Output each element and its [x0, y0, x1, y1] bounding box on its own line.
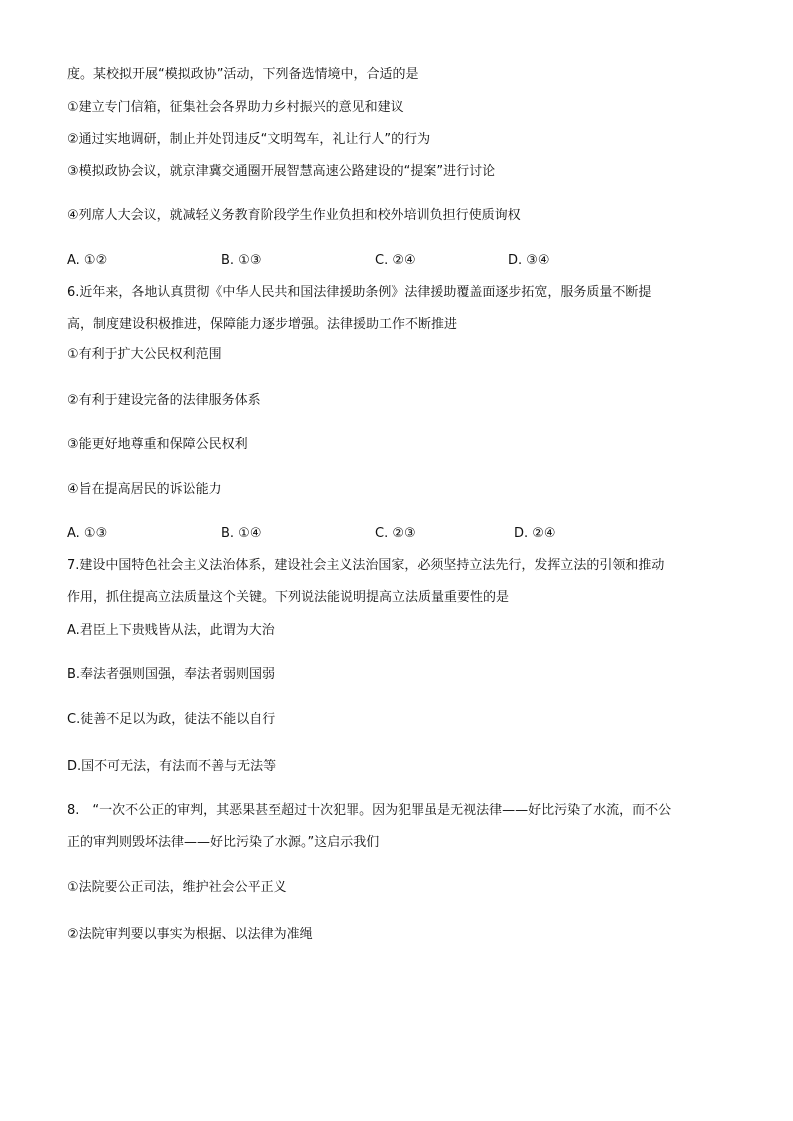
q6-option-d[interactable]: D. ②④: [514, 526, 556, 541]
q5-option-d[interactable]: D. ③④: [508, 253, 550, 268]
q6-option-c[interactable]: C. ②③: [375, 526, 416, 541]
q5-option-a[interactable]: A. ①②: [67, 253, 108, 268]
q7-option-d[interactable]: D.国不可无法，有法而不善与无法等: [67, 759, 277, 774]
q7-stem-line-1: 7.建设中国特色社会主义法治体系，建设社会主义法治国家，必须坚持立法先行，发挥立法的引领和推动: [67, 558, 665, 573]
q5-item-2: ②通过实地调研，制止并处罚违反“文明驾车，礼让行人”的行为: [67, 132, 431, 147]
q7-stem-line-2: 作用，抓住提高立法质量这个关键。下列说法能说明提高立法质量重要性的是: [67, 590, 510, 605]
q6-stem-line-1: 6.近年来，各地认真贯彻《中华人民共和国法律援助条例》法律援助覆盖面逐步拓宽，服务质量不断提: [67, 285, 652, 300]
q5-option-c[interactable]: C. ②④: [375, 253, 416, 268]
q6-item-3: ③能更好地尊重和保障公民权利: [67, 437, 248, 452]
q5-item-4: ④列席人大会议，就减轻义务教育阶段学生作业负担和校外培训负担行使质询权: [67, 208, 521, 223]
q5-option-b[interactable]: B. ①③: [221, 253, 262, 268]
q8-stem-line-2: 正的审判则毁坏法律——好比污染了水源。”这启示我们: [67, 835, 380, 850]
q7-option-c[interactable]: C.徒善不足以为政，徒法不能以自行: [67, 712, 276, 727]
q6-option-a[interactable]: A. ①③: [67, 526, 108, 541]
q6-option-b[interactable]: B. ①④: [221, 526, 262, 541]
q7-option-b[interactable]: B.奉法者强则国强，奉法者弱则国弱: [67, 667, 276, 682]
q6-stem-line-2: 高，制度建设积极推进，保障能力逐步增强。法律援助工作不断推进: [67, 317, 458, 332]
q6-item-1: ①有利于扩大公民权利范围: [67, 347, 222, 362]
q7-option-a[interactable]: A.君臣上下贵贱皆从法，此谓为大治: [67, 623, 275, 638]
q5-options: [67, 252, 747, 270]
q5-item-1: ①建立专门信箱，征集社会各界助力乡村振兴的意见和建议: [67, 100, 404, 115]
q6-item-4: ④旨在提高居民的诉讼能力: [67, 482, 222, 497]
q8-item-2: ②法院审判要以事实为根据、以法律为准绳: [67, 927, 313, 942]
q6-options: [67, 525, 747, 543]
q5-stem-continuation: 度。某校拟开展“模拟政协”活动，下列备选情境中，合适的是: [67, 67, 419, 82]
q8-stem-line-1: 8. “一次不公正的审判，其恶果甚至超过十次犯罪。因为犯罪虽是无视法律——好比污染了水流，而不公: [67, 803, 672, 818]
q5-item-3: ③模拟政协会议，就京津冀交通圈开展智慧高速公路建设的“提案”进行讨论: [67, 164, 496, 179]
q8-item-1: ①法院要公正司法，维护社会公平正义: [67, 880, 287, 895]
q6-item-2: ②有利于建设完备的法律服务体系: [67, 393, 261, 408]
